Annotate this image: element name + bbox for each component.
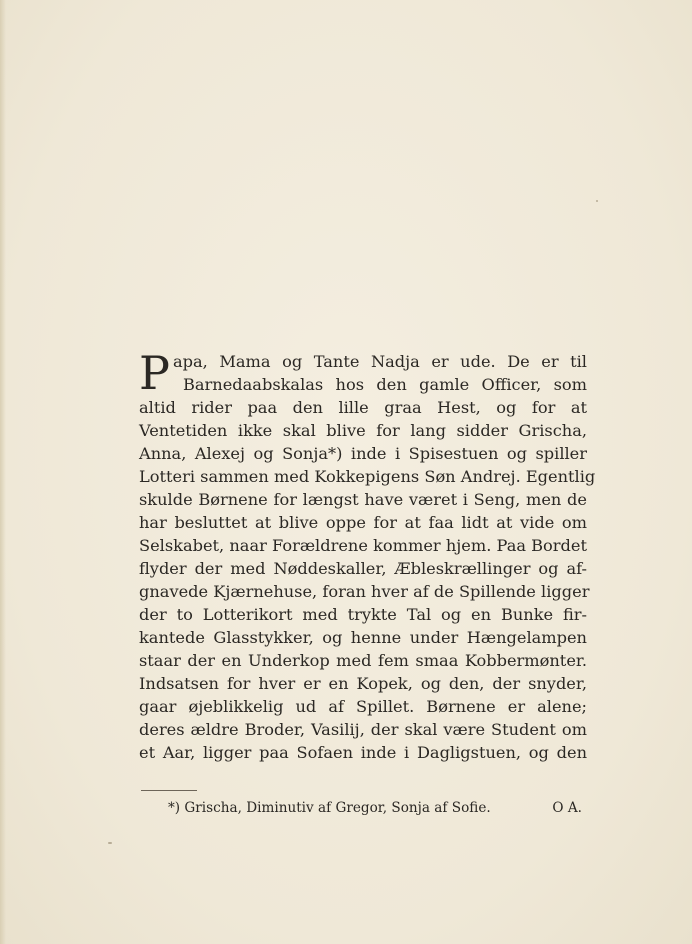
text-line-18: et Aar, ligger paa Sofaen inde i Dagligstuen, og den bbox=[139, 743, 587, 762]
footnote bbox=[168, 796, 582, 820]
footnote-text: *) Grischa, Diminutiv af Gregor, Sonja af Sofie. bbox=[168, 800, 491, 816]
text-line-8: har besluttet at blive oppe for at faa lidt at vide om bbox=[139, 513, 587, 532]
paper-fleck bbox=[596, 200, 598, 202]
text-line-7: skulde Børnene for længst have været i Seng, men de bbox=[139, 490, 587, 509]
text-line-10: flyder der med Nøddeskaller, Æbleskrællinger og af- bbox=[139, 559, 587, 578]
text-line-content: apa, Mama og Tante Nadja er ude. De er til bbox=[173, 352, 587, 371]
text-line-16: gaar øjeblikkelig ud af Spillet. Børnene er alene; bbox=[139, 697, 587, 716]
text-line-12: der to Lotterikort med trykte Tal og en Bunke fir- bbox=[139, 605, 587, 624]
text-line-11: gnavede Kjærnehuse, foran hver af de Spillende ligger bbox=[139, 582, 590, 601]
page-binding-edge bbox=[0, 0, 6, 944]
text-line-4: Ventetiden ikke skal blive for lang sidder Grischa, bbox=[139, 421, 587, 440]
text-line-5: Anna, Alexej og Sonja*) inde i Spisestuen og spiller bbox=[139, 444, 587, 463]
footnote-attribution: O A. bbox=[552, 800, 582, 816]
text-line-14: staar der en Underkop med fem smaa Kobbermønter. bbox=[139, 651, 587, 670]
footnote-rule bbox=[141, 790, 197, 791]
drop-cap: P bbox=[139, 346, 170, 400]
text-line-9: Selskabet, naar Forældrene kommer hjem. Paa Bordet bbox=[139, 536, 587, 555]
text-line-2: Barnedaabskalas hos den gamle Officer, som bbox=[183, 375, 587, 394]
text-line-13: kantede Glasstykker, og henne under Hængelampen bbox=[139, 628, 587, 647]
text-line-15: Indsatsen for hver er en Kopek, og den, der snyder, bbox=[139, 674, 587, 693]
text-line-3: altid rider paa den lille graa Hest, og for at bbox=[139, 398, 587, 417]
text-line-6: Lotteri sammen med Kokkepigens Søn Andrej. Egentlig bbox=[139, 467, 596, 486]
text-line-17: deres ældre Broder, Vasilij, der skal være Student om bbox=[139, 720, 587, 739]
paper-fleck bbox=[108, 842, 112, 844]
main-text-block bbox=[139, 346, 596, 764]
